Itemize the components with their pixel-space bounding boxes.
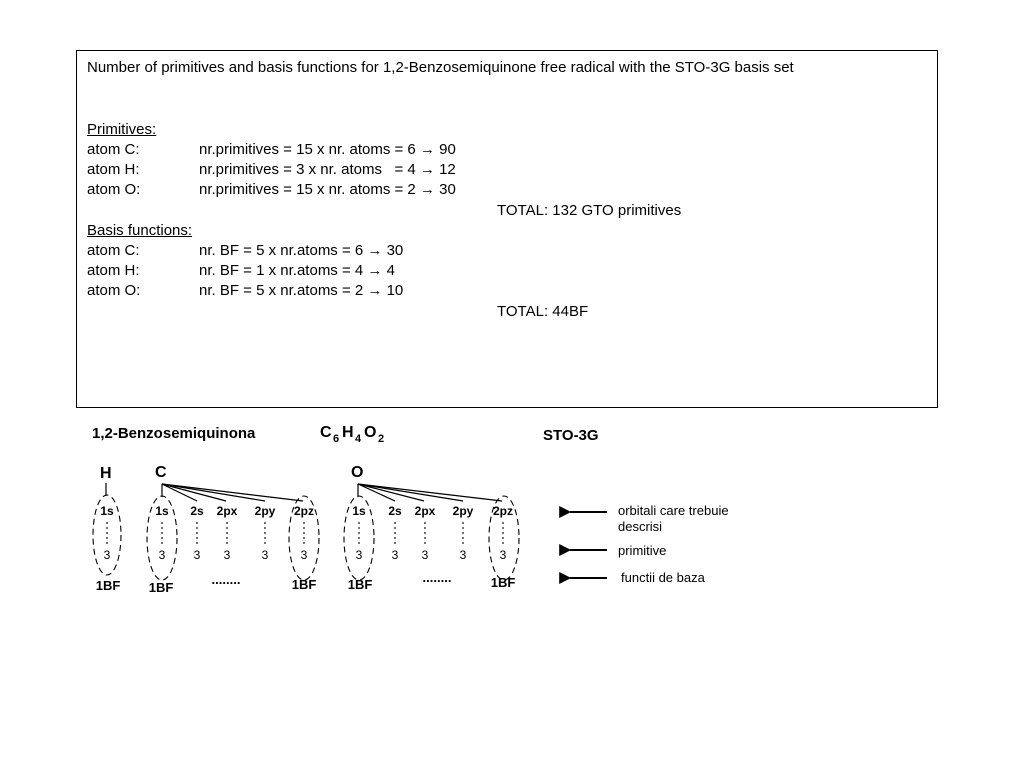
orbital-dotted-links [107, 522, 503, 545]
c-orbital-2pz: 2pz [293, 504, 315, 518]
c-bf-ellipsis: ........ [211, 572, 241, 587]
h-1s-primitives: 3 [103, 548, 111, 562]
atom-label: atom C: [87, 141, 140, 158]
atom-h-label: H [100, 465, 112, 482]
legend-basis: functii de baza [621, 570, 705, 585]
c-2py-primitives: 3 [261, 548, 269, 562]
formula-c-sub: 6 [333, 433, 340, 445]
primitives-total: TOTAL: 132 GTO primitives [497, 202, 682, 219]
formula-o: O [364, 424, 377, 441]
c-orbital-2px: 2px [216, 504, 238, 518]
c-2s-primitives: 3 [193, 548, 201, 562]
c-2pz-primitives: 3 [300, 548, 308, 562]
basis-functions-heading: Basis functions: [87, 222, 193, 239]
legend-orbitals-line2: descrisi [618, 519, 663, 534]
basis-set-label: STO-3G [543, 427, 599, 444]
c-2pz-bf: 1BF [291, 577, 317, 592]
h-orbital-1s: 1s [100, 504, 114, 518]
bf-total: TOTAL: 44BF [497, 303, 589, 320]
atom-o-label: O [351, 464, 364, 481]
formula-h: H [342, 424, 354, 441]
atom-label: atom C: [87, 242, 140, 259]
primitives-formula: nr.primitives = 3 x nr. atoms = 4 → 12 [199, 161, 456, 178]
c-orbital-2s: 2s [190, 504, 204, 518]
legend-orbitals-line1: orbitali care trebuie [618, 503, 729, 518]
bf-formula: nr. BF = 5 x nr.atoms = 2 → 10 [199, 282, 404, 299]
atom-label: atom H: [87, 161, 140, 178]
atom-label: atom O: [87, 282, 141, 299]
molecule-name: 1,2-Benzosemiquinona [92, 425, 256, 442]
o-orbital-2pz: 2pz [492, 504, 514, 518]
primitives-formula: nr.primitives = 15 x nr. atoms = 6 → 90 [199, 141, 456, 158]
o-bf-ellipsis: ........ [422, 570, 452, 585]
c-2px-primitives: 3 [223, 548, 231, 562]
c-fan-lines [162, 484, 303, 501]
primitives-heading: Primitives: [87, 121, 157, 138]
h-1s-bf: 1BF [95, 578, 121, 593]
o-orbital-2py: 2py [452, 504, 474, 518]
o-orbital-1s: 1s [352, 504, 366, 518]
molecular-formula [320, 424, 384, 445]
atom-c-label: C [155, 464, 167, 481]
o-1s-primitives: 3 [355, 548, 363, 562]
c-1s-primitives: 3 [158, 548, 166, 562]
o-orbital-2px: 2px [414, 504, 436, 518]
c-orbital-1s: 1s [155, 504, 169, 518]
bf-formula: nr. BF = 1 x nr.atoms = 4 → 4 [199, 262, 395, 279]
o-2px-primitives: 3 [421, 548, 429, 562]
formula-h-sub: 4 [355, 433, 362, 445]
c-orbital-2py: 2py [254, 504, 276, 518]
o-2py-primitives: 3 [459, 548, 467, 562]
primitives-formula: nr.primitives = 15 x nr. atoms = 2 → 30 [199, 181, 456, 198]
bf-formula: nr. BF = 5 x nr.atoms = 6 → 30 [199, 242, 404, 259]
legend-primitives: primitive [618, 543, 667, 558]
o-2pz-primitives: 3 [499, 548, 507, 562]
atom-label: atom H: [87, 262, 140, 279]
formula-c: C [320, 424, 332, 441]
o-2pz-bf: 1BF [490, 575, 516, 590]
o-1s-bf: 1BF [347, 577, 373, 592]
c-1s-bf: 1BF [148, 580, 174, 595]
o-fan-lines [358, 484, 502, 501]
atom-label: atom O: [87, 181, 141, 198]
o-2s-primitives: 3 [391, 548, 399, 562]
formula-o-sub: 2 [378, 433, 385, 445]
o-orbital-2s: 2s [388, 504, 402, 518]
panel-title: Number of primitives and basis functions for 1,2-Benzosemiquinone free radical with the STO-3G basis set [87, 59, 794, 76]
